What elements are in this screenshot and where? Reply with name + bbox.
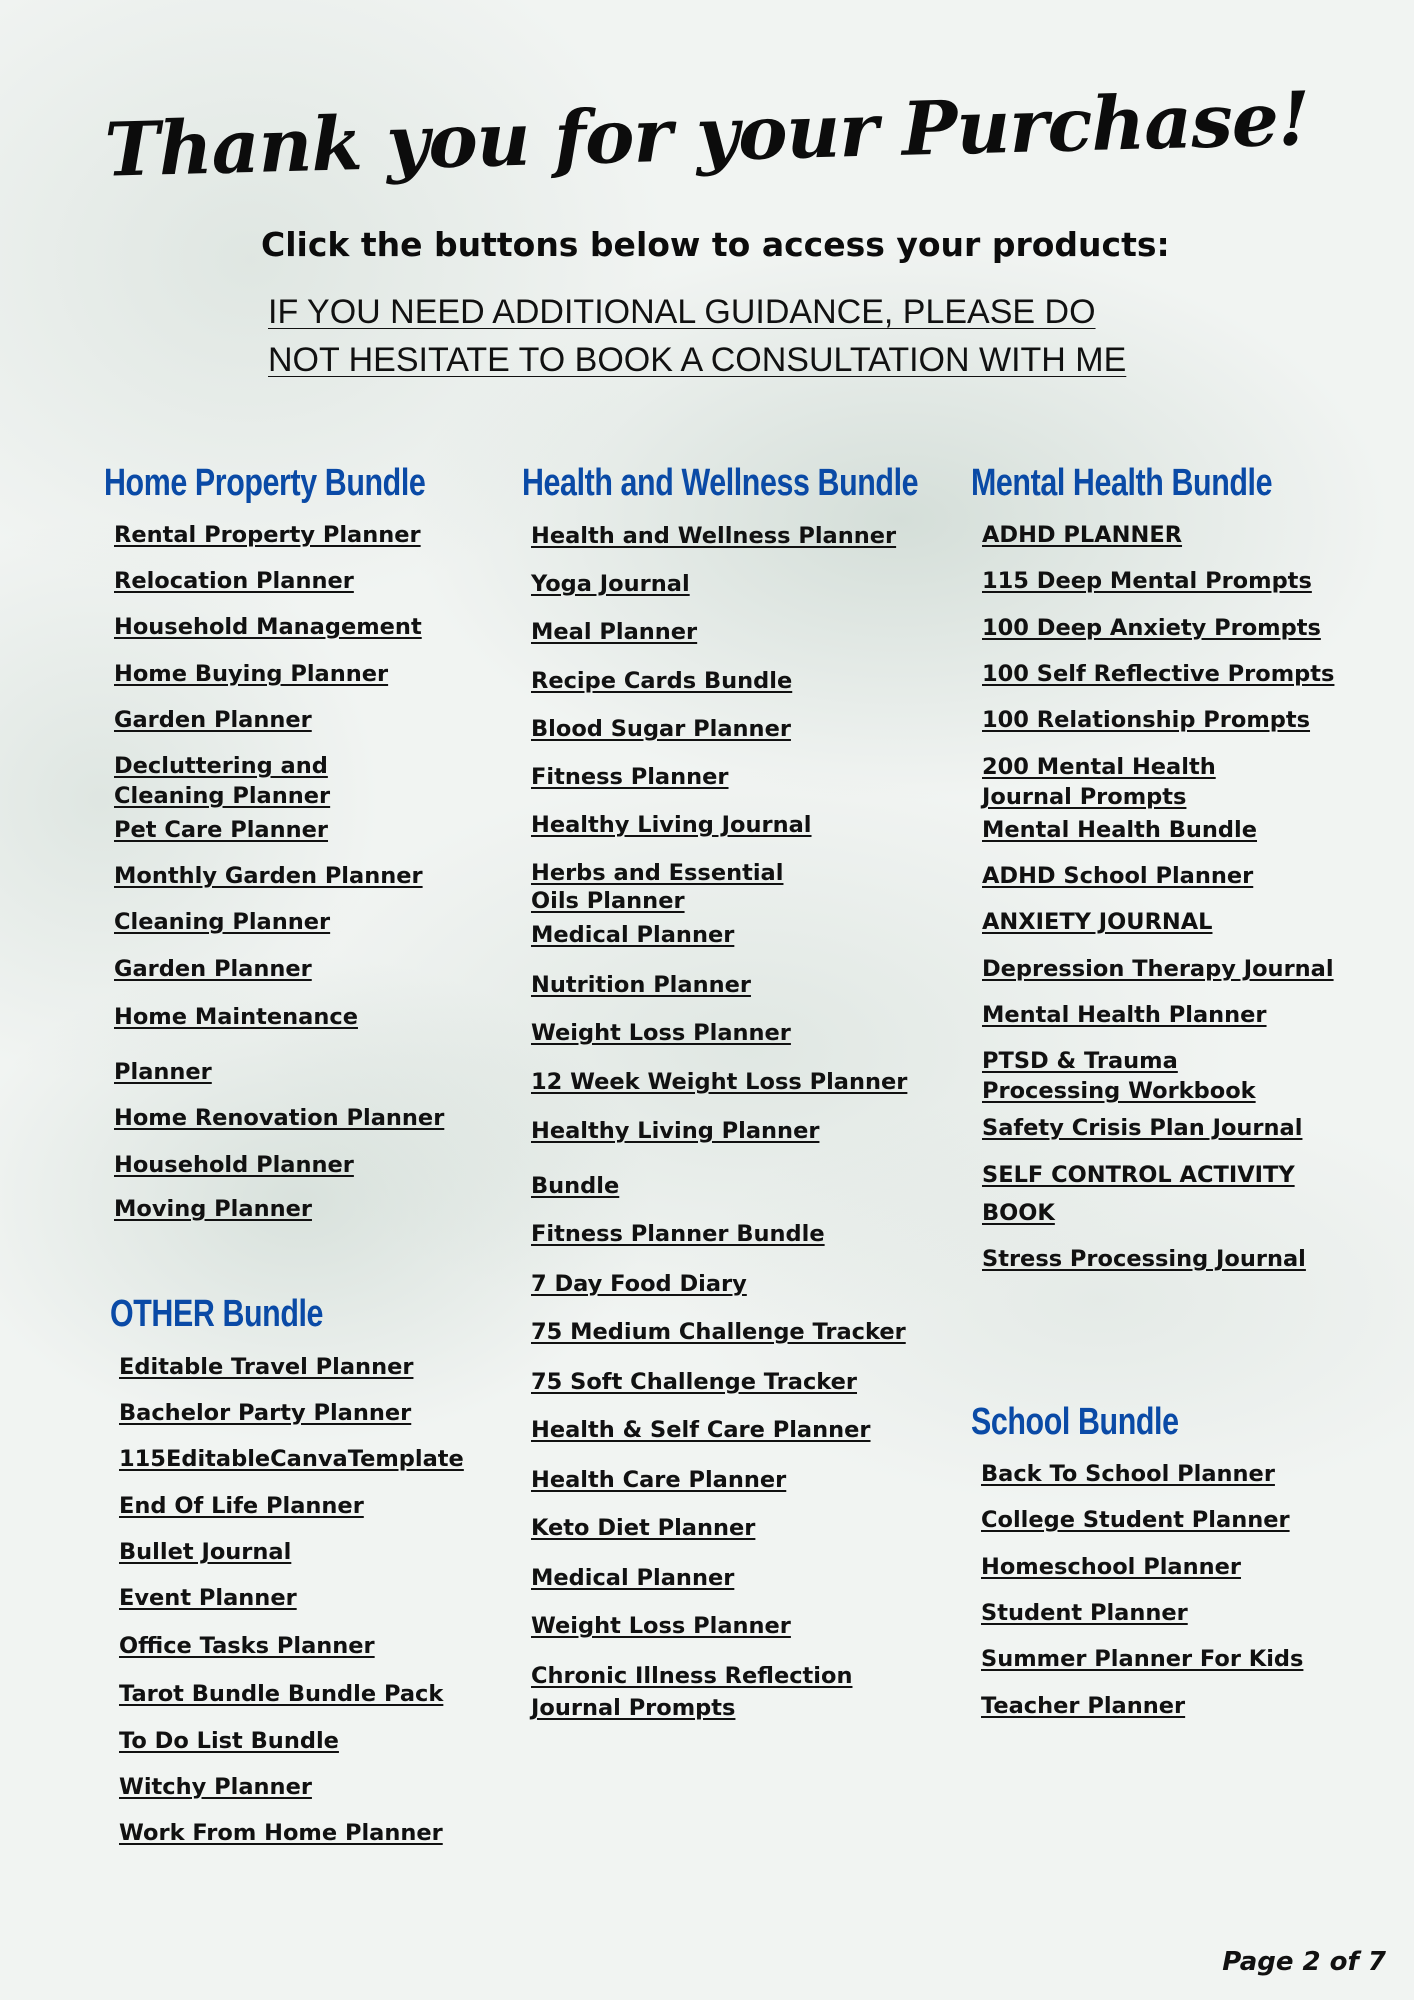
home-link-home-maintenance-line-1[interactable]: Home Maintenance — [114, 1004, 358, 1030]
health-link-healthy-living-journal[interactable]: Healthy Living Journal — [531, 812, 812, 838]
home-link-decluttering-line-1[interactable]: Decluttering and — [114, 753, 328, 779]
health-link-fitness-planner-bundle[interactable]: Fitness Planner Bundle — [531, 1221, 825, 1247]
school-link-summer-planner-for-kids[interactable]: Summer Planner For Kids — [981, 1646, 1304, 1672]
school-link-homeschool-planner[interactable]: Homeschool Planner — [981, 1554, 1241, 1580]
health-link-75-soft-challenge[interactable]: 75 Soft Challenge Tracker — [531, 1369, 858, 1395]
consultation-link[interactable]: IF YOU NEED ADDITIONAL GUIDANCE, PLEASE DO NOT HESITATE TO BOOK A CONSULTATION WITH ME — [268, 293, 1127, 379]
health-link-health-care-planner[interactable]: Health Care Planner — [531, 1467, 787, 1493]
home-link-rental-property-planner[interactable]: Rental Property Planner — [114, 522, 421, 548]
mental-link-anxiety-journal[interactable]: ANXIETY JOURNAL — [982, 909, 1213, 935]
other-link-bullet-journal[interactable]: Bullet Journal — [119, 1539, 292, 1565]
health-link-medical-planner[interactable]: Medical Planner — [531, 922, 735, 948]
mental-link-adhd-school-planner[interactable]: ADHD School Planner — [982, 863, 1254, 889]
home-link-home-renovation-planner[interactable]: Home Renovation Planner — [114, 1105, 445, 1131]
health-link-yoga-journal[interactable]: Yoga Journal — [531, 571, 690, 597]
health-link-healthy-living-planner-line-2[interactable]: Bundle — [531, 1173, 620, 1199]
school-link-teacher-planner[interactable]: Teacher Planner — [981, 1693, 1186, 1719]
health-link-chronic-illness-line-2[interactable]: Journal Prompts — [531, 1695, 736, 1721]
other-link-to-do-list-bundle[interactable]: To Do List Bundle — [119, 1728, 339, 1754]
other-link-tarot-bundle[interactable]: Tarot Bundle Bundle Pack — [119, 1681, 444, 1707]
health-link-weight-loss-planner-2[interactable]: Weight Loss Planner — [531, 1613, 791, 1639]
other-link-work-from-home-planner[interactable]: Work From Home Planner — [119, 1820, 443, 1846]
home-link-garden-planner[interactable]: Garden Planner — [114, 707, 312, 733]
home-link-home-buying-planner[interactable]: Home Buying Planner — [114, 661, 389, 687]
health-link-meal-planner[interactable]: Meal Planner — [531, 619, 698, 645]
other-link-canva-template[interactable]: 115EditableCanvaTemplate — [119, 1446, 464, 1472]
other-link-end-of-life-planner[interactable]: End Of Life Planner — [119, 1493, 364, 1519]
health-link-blood-sugar-planner[interactable]: Blood Sugar Planner — [531, 716, 791, 742]
health-link-12-week-weight-loss[interactable]: 12 Week Weight Loss Planner — [531, 1069, 908, 1095]
mental-link-mental-health-planner[interactable]: Mental Health Planner — [982, 1002, 1267, 1028]
home-link-pet-care-planner[interactable]: Pet Care Planner — [114, 817, 329, 843]
mental-link-safety-crisis-plan-journal[interactable]: Safety Crisis Plan Journal — [982, 1115, 1303, 1141]
health-link-nutrition-planner[interactable]: Nutrition Planner — [531, 972, 751, 998]
home-link-cleaning-planner[interactable]: Cleaning Planner — [114, 909, 331, 935]
home-link-household-management[interactable]: Household Management — [114, 614, 422, 640]
health-link-herbs-line-2[interactable]: Oils Planner — [531, 888, 685, 914]
health-link-weight-loss-planner[interactable]: Weight Loss Planner — [531, 1020, 791, 1046]
other-link-witchy-planner[interactable]: Witchy Planner — [119, 1774, 312, 1800]
instructions-subtitle: Click the buttons below to access your products: — [261, 225, 1170, 264]
other-bundle-heading: OTHER Bundle — [110, 1293, 324, 1335]
thank-you-title: Thank you for your Purchase! — [103, 76, 1311, 194]
school-link-college-student-planner[interactable]: College Student Planner — [981, 1507, 1290, 1533]
health-wellness-bundle-heading: Health and Wellness Bundle — [522, 462, 919, 504]
mental-link-200-mental-health-line-2[interactable]: Journal Prompts — [982, 784, 1187, 810]
health-link-chronic-illness-line-1[interactable]: Chronic Illness Reflection — [531, 1663, 853, 1689]
other-link-event-planner[interactable]: Event Planner — [119, 1585, 297, 1611]
mental-link-stress-processing-journal[interactable]: Stress Processing Journal — [982, 1246, 1306, 1272]
other-link-editable-travel-planner[interactable]: Editable Travel Planner — [119, 1354, 414, 1380]
mental-link-self-control-line-1[interactable]: SELF CONTROL ACTIVITY — [982, 1162, 1295, 1188]
mental-link-mental-health-bundle[interactable]: Mental Health Bundle — [982, 817, 1258, 843]
health-link-herbs-line-1[interactable]: Herbs and Essential — [531, 860, 784, 886]
school-bundle-heading: School Bundle — [971, 1401, 1179, 1443]
page-number: Page 2 of 7 — [1222, 1947, 1386, 1977]
home-link-garden-planner-2[interactable]: Garden Planner — [114, 956, 312, 982]
health-link-medical-planner-2[interactable]: Medical Planner — [531, 1565, 735, 1591]
school-link-student-planner[interactable]: Student Planner — [981, 1600, 1188, 1626]
health-link-recipe-cards-bundle[interactable]: Recipe Cards Bundle — [531, 668, 793, 694]
home-link-monthly-garden-planner[interactable]: Monthly Garden Planner — [114, 863, 423, 889]
health-link-keto-diet-planner[interactable]: Keto Diet Planner — [531, 1515, 756, 1541]
mental-link-depression-therapy-journal[interactable]: Depression Therapy Journal — [982, 956, 1334, 982]
health-link-7-day-food-diary[interactable]: 7 Day Food Diary — [531, 1271, 747, 1297]
health-link-75-medium-challenge[interactable]: 75 Medium Challenge Tracker — [531, 1319, 906, 1345]
health-link-fitness-planner[interactable]: Fitness Planner — [531, 764, 729, 790]
mental-link-adhd-planner[interactable]: ADHD PLANNER — [982, 522, 1183, 548]
mental-link-200-mental-health-line-1[interactable]: 200 Mental Health — [982, 754, 1216, 780]
mental-health-bundle-heading: Mental Health Bundle — [971, 462, 1273, 504]
mental-link-self-control-line-2[interactable]: BOOK — [982, 1200, 1055, 1226]
other-link-bachelor-party-planner[interactable]: Bachelor Party Planner — [119, 1400, 412, 1426]
other-link-office-tasks-planner[interactable]: Office Tasks Planner — [119, 1633, 375, 1659]
mental-link-100-relationship-prompts[interactable]: 100 Relationship Prompts — [982, 707, 1311, 733]
home-link-decluttering-line-2[interactable]: Cleaning Planner — [114, 783, 331, 809]
home-link-moving-planner[interactable]: Moving Planner — [114, 1196, 312, 1222]
school-link-back-to-school-planner[interactable]: Back To School Planner — [981, 1461, 1275, 1487]
health-link-health-self-care-planner[interactable]: Health & Self Care Planner — [531, 1417, 871, 1443]
mental-link-ptsd-trauma-line-1[interactable]: PTSD & Trauma — [982, 1048, 1178, 1074]
mental-link-100-self-reflective-prompts[interactable]: 100 Self Reflective Prompts — [982, 661, 1335, 687]
health-link-healthy-living-planner-line-1[interactable]: Healthy Living Planner — [531, 1118, 820, 1144]
mental-link-100-deep-anxiety-prompts[interactable]: 100 Deep Anxiety Prompts — [982, 615, 1321, 641]
health-link-health-wellness-planner[interactable]: Health and Wellness Planner — [531, 523, 897, 549]
mental-link-ptsd-trauma-line-2[interactable]: Processing Workbook — [982, 1078, 1256, 1104]
home-property-bundle-heading: Home Property Bundle — [104, 462, 426, 504]
home-link-relocation-planner[interactable]: Relocation Planner — [114, 568, 354, 594]
home-link-household-planner[interactable]: Household Planner — [114, 1152, 354, 1178]
mental-link-115-deep-mental-prompts[interactable]: 115 Deep Mental Prompts — [982, 568, 1312, 594]
home-link-home-maintenance-line-2[interactable]: Planner — [114, 1059, 212, 1085]
